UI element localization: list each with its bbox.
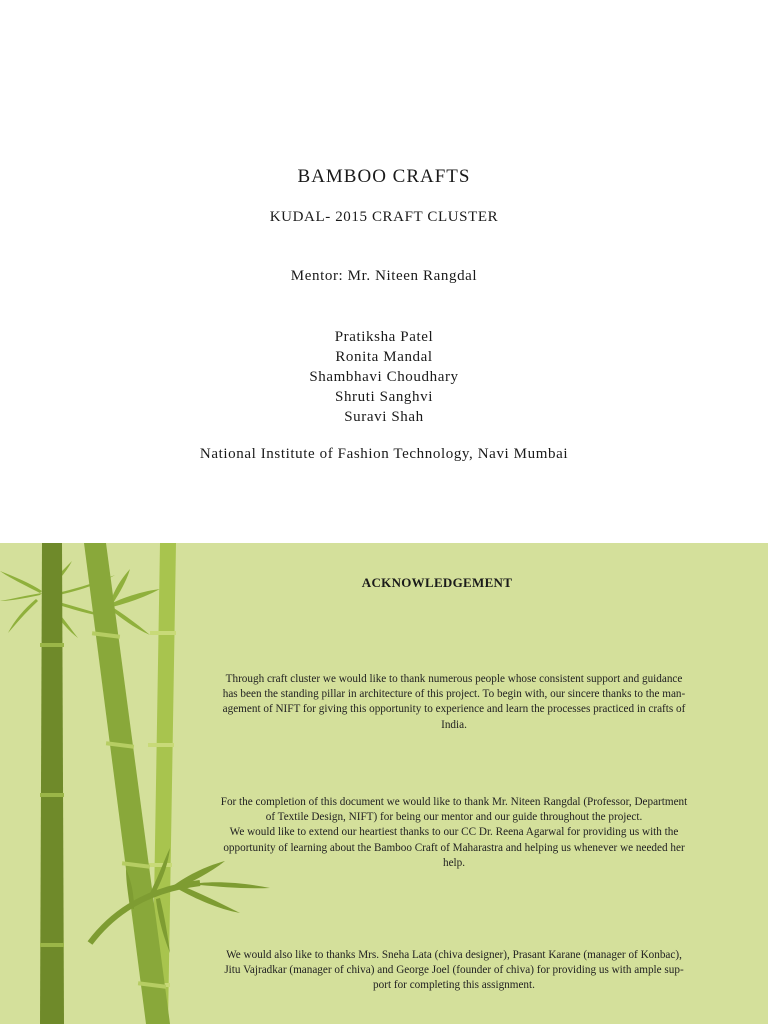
paragraph-line: We would also like to thanks Mrs. Sneha Lata (chiva designer), Prasant Karane (manager of Konbac), (226, 949, 682, 961)
document-subtitle: KUDAL- 2015 CRAFT CLUSTER (269, 209, 499, 225)
acknowledgement-paragraph-3 (186, 948, 722, 994)
paragraph-line: Jitu Vajradkar (manager of chiva) and George Joel (founder of chiva) for providing us with ample sup- (224, 964, 684, 977)
member-name: Ronita Mandal (335, 349, 433, 365)
paragraph-line: India. (441, 718, 467, 731)
member-name: Suravi Shah (344, 409, 424, 425)
paragraph-line: has been the standing pillar in architecture of this project. To begin with, our sincere thanks to the man- (222, 688, 686, 701)
document-title: BAMBOO CRAFTS (297, 166, 471, 187)
institute-name: National Institute of Fashion Technology, Navi Mumbai (199, 446, 569, 462)
paragraph-line: Through craft cluster we would like to thank numerous people whose consistent support and guidance (225, 673, 683, 685)
paragraph-line: opportunity of learning about the Bamboo Craft of Maharastra and helping us whenever we needed her (223, 841, 685, 854)
bamboo-stalk-dark (40, 543, 64, 1024)
paragraph-line: For the completion of this document we would like to thank Mr. Niteen Rangdal (Professor, Department (220, 796, 688, 808)
acknowledgement-paragraph-1 (186, 672, 722, 733)
mentor-line: Mentor: Mr. Niteen Rangdal (290, 268, 478, 284)
paragraph-line: port for completing this assignment. (373, 979, 535, 992)
members-list (0, 327, 768, 427)
member-name: Pratiksha Patel (334, 329, 434, 345)
paragraph-line: help. (442, 856, 466, 869)
acknowledgement-page (0, 543, 768, 1024)
member-name: Shambhavi Choudhary (309, 369, 459, 385)
member-name: Shruti Sanghvi (335, 389, 433, 405)
bamboo-leaves-top (0, 561, 160, 638)
paragraph-line: of Textile Design, NIFT) for being our mentor and our guide throughout the project. (265, 811, 643, 824)
acknowledgement-heading: ACKNOWLEDGEMENT (361, 575, 513, 590)
paragraph-line: We would like to extend our heartiest thanks to our CC Dr. Reena Agarwal for providing us with the (229, 826, 679, 839)
paragraph-line: agement of NIFT for giving this opportunity to experience and learn the processes practiced in crafts of (222, 703, 686, 716)
acknowledgement-paragraph-2 (186, 795, 722, 871)
